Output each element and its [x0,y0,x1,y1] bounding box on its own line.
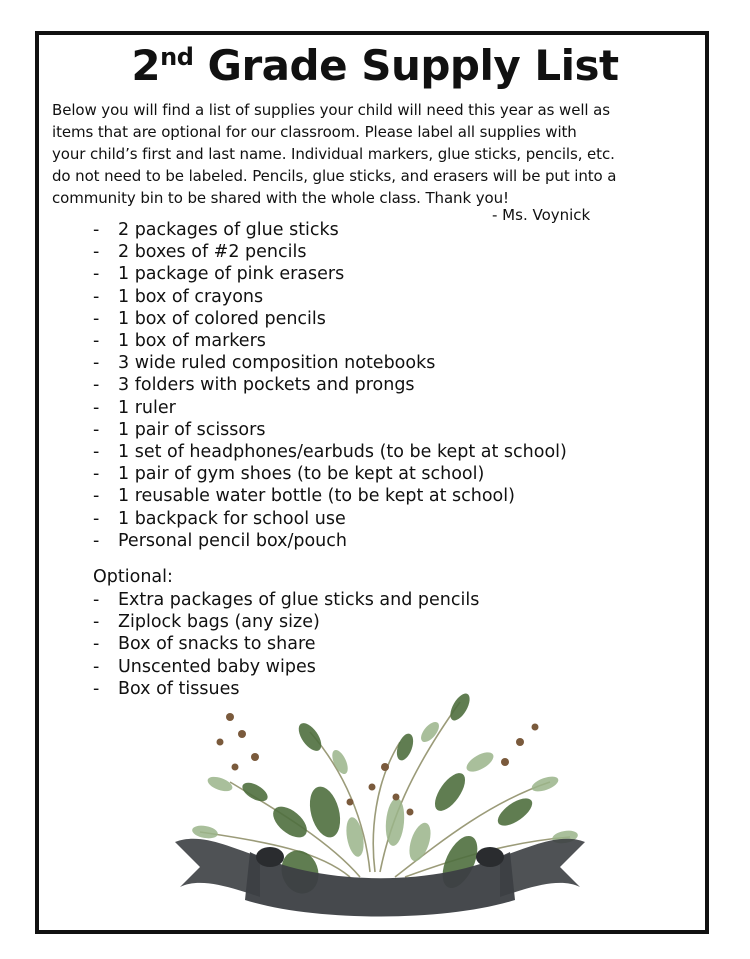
bullet-dash: - [93,375,100,396]
list-item [93,286,567,308]
item-label: 2 boxes of #2 pencils [118,242,307,263]
intro-line: your child’s first and last name. Individual markers, glue sticks, pencils, etc. [52,145,615,163]
item-label: Extra packages of glue sticks and pencils [118,590,480,610]
list-item [93,330,567,352]
list-item [93,308,567,330]
list-item [93,241,567,263]
intro-paragraph [52,99,692,209]
list-item [93,397,567,419]
list-item [93,352,567,374]
intro-line: Below you will find a list of supplies your child will need this year as well as [52,101,610,119]
bullet-dash: - [93,464,100,485]
bullet-dash: - [93,331,100,352]
list-item [93,530,567,552]
bullet-dash: - [93,508,100,529]
bullet-dash: - [93,264,100,285]
item-label: 1 reusable water bottle (to be kept at school) [118,486,515,507]
item-label: Box of tissues [118,678,240,699]
item-label: 1 package of pink erasers [118,264,345,285]
item-label: 1 box of colored pencils [118,308,326,329]
item-label: Unscented baby wipes [118,656,316,677]
bullet-dash: - [93,612,100,633]
item-label: Box of snacks to share [118,634,316,655]
item-label: 1 box of crayons [118,286,264,307]
bullet-dash: - [93,656,100,677]
optional-heading: Optional: [93,567,173,587]
list-item [93,633,479,655]
list-item [93,441,567,463]
list-item [93,219,567,241]
intro-line: items that are optional for our classroom. Please label all supplies with [52,123,577,141]
item-label: 3 folders with pockets and prongs [118,375,415,396]
title-number: 2 [131,41,161,90]
bullet-dash: - [93,486,100,507]
item-label: 1 pair of gym shoes (to be kept at school) [118,464,485,485]
bullet-dash: - [93,419,100,440]
ribbon-banner [175,839,585,917]
item-label: Personal pencil box/pouch [118,530,347,551]
item-label: 1 pair of scissors [118,419,266,440]
item-label: 1 ruler [118,397,176,418]
title-superscript: nd [160,43,194,71]
item-label: 1 box of markers [118,331,266,352]
bullet-dash: - [93,308,100,329]
bullet-dash: - [93,286,100,307]
item-label: Ziplock bags (any size) [118,612,320,633]
bullet-dash: - [93,634,100,655]
list-item [93,589,479,611]
list-item [93,508,567,530]
page-title [0,40,750,92]
item-label: 3 wide ruled composition notebooks [118,353,436,374]
bullet-dash: - [93,242,100,263]
list-item [93,485,567,507]
bullet-dash: - [93,397,100,418]
list-item [93,263,567,285]
item-label: 2 packages of glue sticks [118,220,339,240]
teacher-signature: - Ms. Voynick [492,206,591,224]
item-label: 1 set of headphones/earbuds (to be kept at school) [118,442,567,463]
bullet-dash: - [93,220,100,240]
list-item [93,374,567,396]
list-item [93,463,567,485]
intro-line: community bin to be shared with the whole class. Thank you! [52,189,509,207]
title-text: Grade Supply List [193,41,619,90]
bullet-dash: - [93,442,100,463]
greenery-banner-illustration [160,672,600,922]
intro-line: do not need to be labeled. Pencils, glue sticks, and erasers will be put into a [52,167,617,185]
list-item [93,611,479,633]
required-supply-list [93,219,567,552]
bullet-dash: - [93,678,100,699]
list-item [93,419,567,441]
item-label: 1 backpack for school use [118,508,346,529]
bullet-dash: - [93,590,100,610]
bullet-dash: - [93,353,100,374]
bullet-dash: - [93,530,100,551]
